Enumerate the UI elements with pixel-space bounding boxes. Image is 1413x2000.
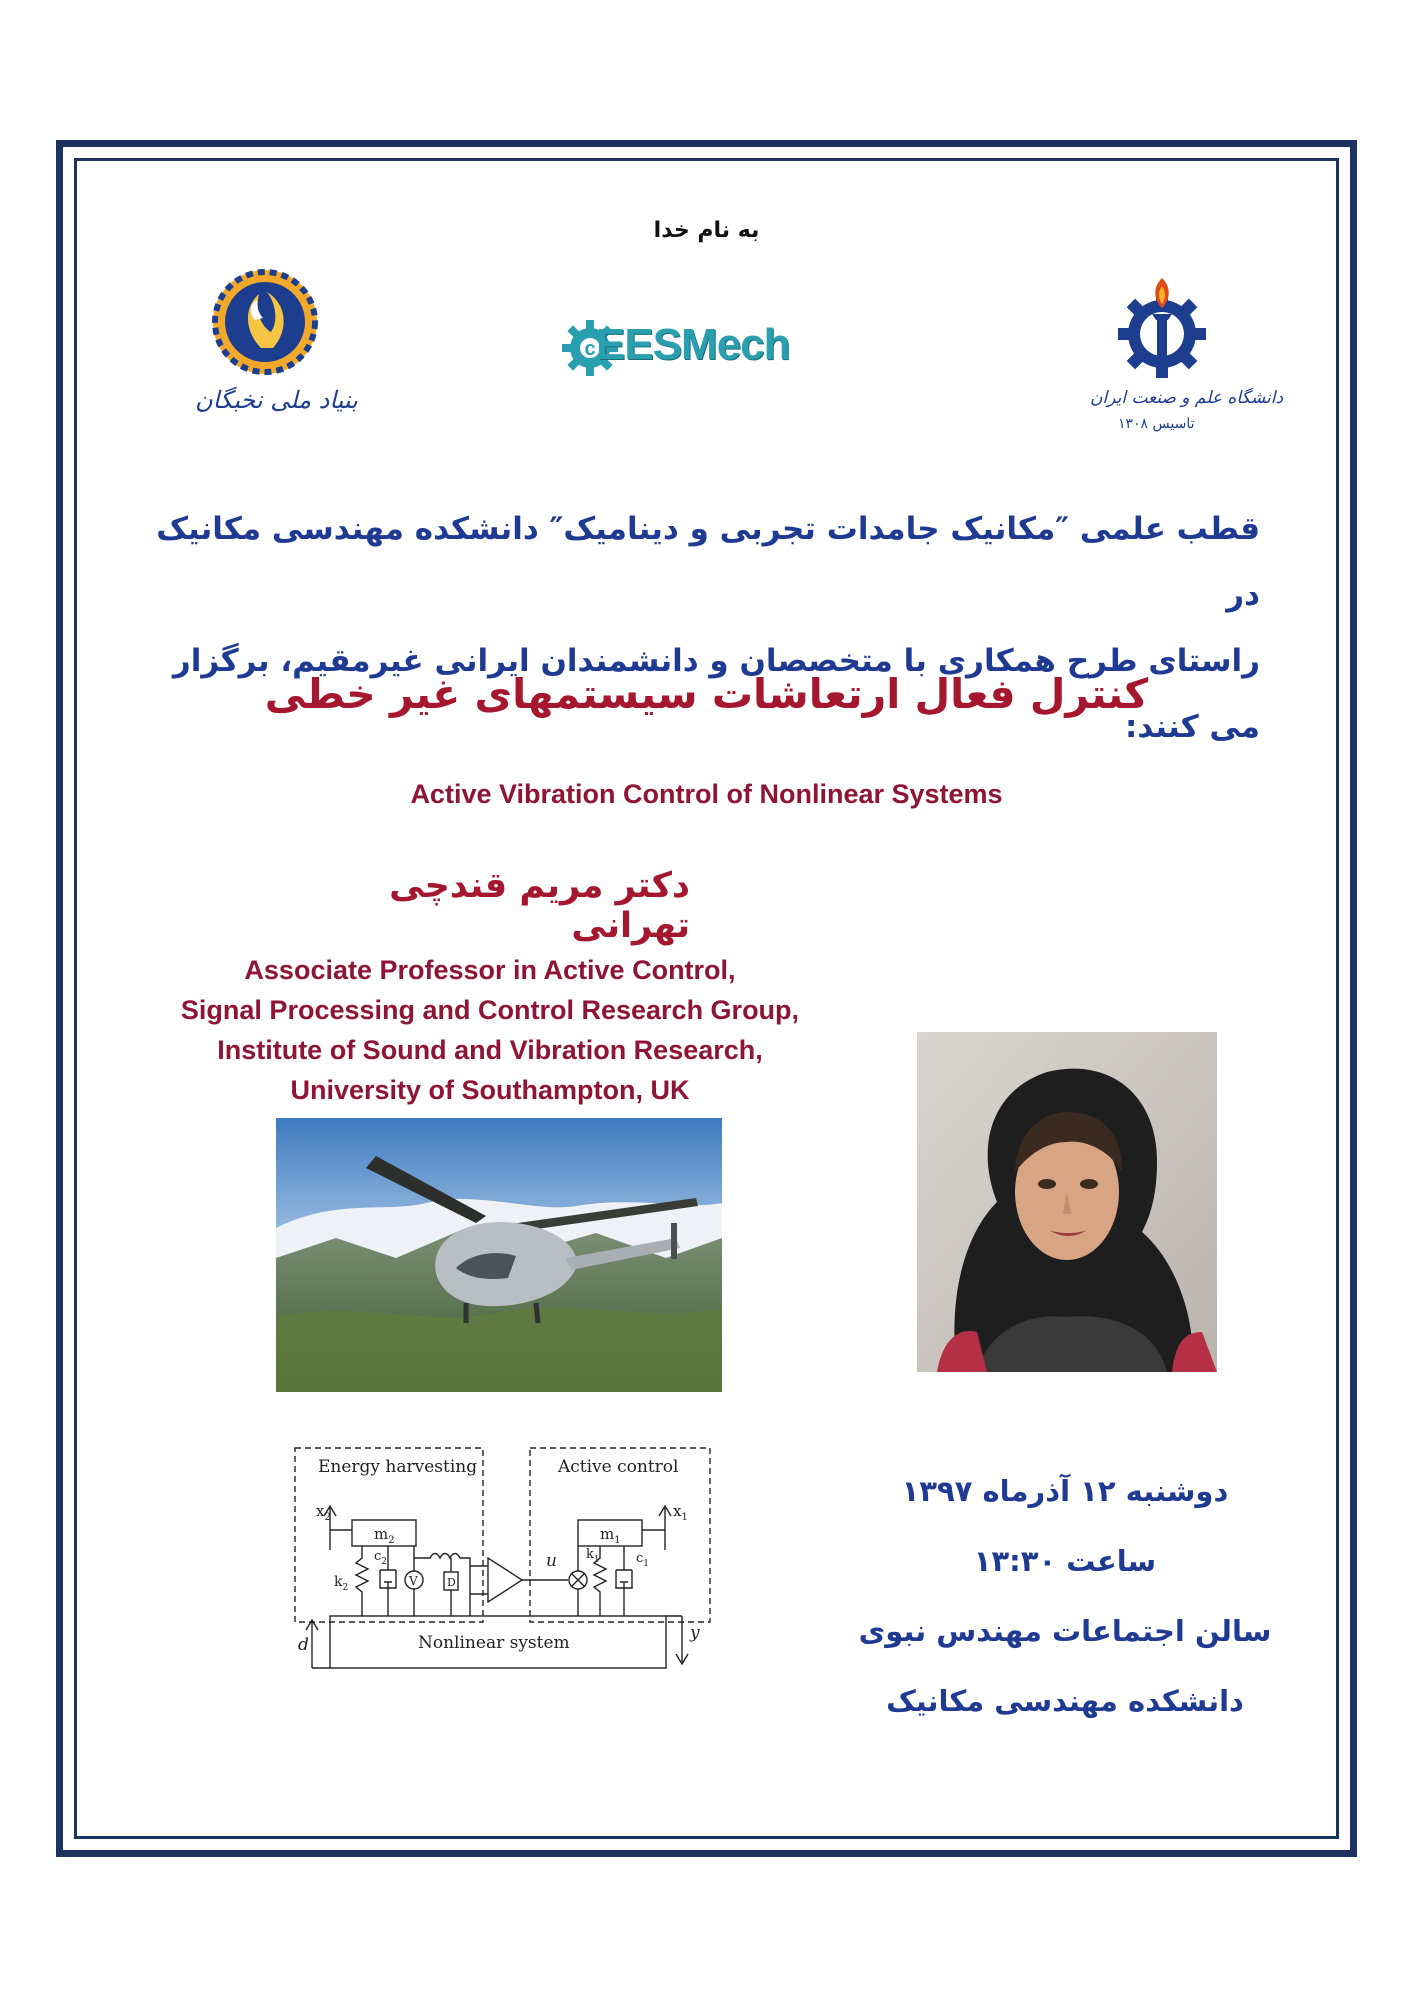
svg-text:c1: $c_1$ [636, 1551, 650, 1569]
energy-harvesting-label: Energy harvesting [318, 1457, 478, 1477]
affiliation-line-2: Signal Processing and Control Research Group, [180, 995, 800, 1025]
talk-title-english: Active Vibration Control of Nonlinear Systems [410, 779, 1003, 809]
svg-text:m1: $m_1$ [600, 1525, 621, 1546]
elites-logo-caption: بنیاد ملی نخبگان [195, 386, 358, 414]
svg-text:m2: $m_2$ [374, 1525, 395, 1546]
nonlinear-system-label: Nonlinear system [418, 1633, 570, 1653]
eesmech-logo-text: EESMech [596, 320, 790, 369]
iust-logo-caption: دانشگاه علم و صنعت ایران [1090, 388, 1284, 408]
intro-line-2: راستای طرح همکاری با متخصصان و دانشمندان ایرانی غیرمقیم، برگزار می کنند: [172, 643, 1260, 745]
affiliation-line-4: University of Southampton, UK [290, 1075, 690, 1105]
speaker-name: دکتر مریم قندچی تهرانی [389, 866, 690, 946]
svg-text:d: d [298, 1635, 309, 1655]
svg-text:k2: $k_2$ [334, 1574, 349, 1593]
elites-emblem-icon [205, 262, 335, 382]
system-schematic [290, 1440, 730, 1680]
event-venue: سالن اجتماعات مهندس نبوی [858, 1614, 1272, 1648]
svg-text:u: u [546, 1551, 557, 1571]
eesmech-logo [560, 318, 820, 378]
event-faculty: دانشکده مهندسی مکانیک [886, 1684, 1244, 1718]
svg-text:x2: $x_2$ [316, 1502, 331, 1523]
iust-logo [1090, 270, 1284, 450]
basmala: به نام خدا [653, 218, 760, 243]
elites-foundation-logo [195, 262, 358, 432]
svg-text:c2: $c_2$ [374, 1549, 388, 1567]
iust-logo-year: تاسیس ۱۳۰۸ [1118, 416, 1195, 432]
active-control-label: Active control [558, 1457, 679, 1477]
intro-line-1: قطب علمی ″مکانیک جامدات تجربی و دینامیک″ دانشکده مهندسی مکانیک در [156, 511, 1260, 613]
event-time: ساعت ۱۳:۳۰ [973, 1544, 1157, 1578]
affiliation-line-1: Associate Professor in Active Control, [244, 955, 736, 985]
affiliation-line-3: Institute of Sound and Vibration Research, [217, 1035, 763, 1065]
intro-paragraph [120, 496, 1260, 760]
svg-text:c: c [584, 338, 596, 360]
event-date: دوشنبه ۱۲ آذرماه ۱۳۹۷ [901, 1474, 1229, 1508]
helicopter-photo [276, 1118, 722, 1392]
torch-gear-icon [1090, 270, 1240, 390]
svg-text:V: V [409, 1574, 418, 1588]
speaker-photo [917, 1032, 1217, 1372]
svg-text:x1: $x_1$ [673, 1502, 688, 1523]
svg-text:k1: $k_1$ [586, 1547, 600, 1565]
speaker-affiliation [140, 950, 840, 1110]
svg-text:y: y [690, 1623, 700, 1643]
amplifier-symbol [488, 1558, 522, 1602]
svg-text:D: D [447, 1576, 456, 1589]
talk-title-persian: کنترل فعال ارتعاشات سیستمهای غیر خطی [264, 670, 1149, 718]
